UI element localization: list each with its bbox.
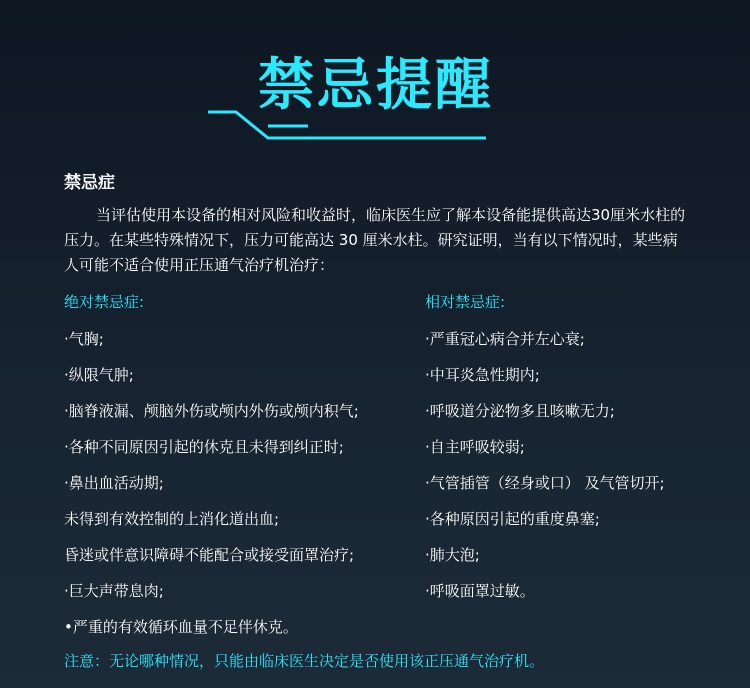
list-item: ·鼻出血活动期;	[64, 474, 164, 492]
absolute-contraindications-heading: 绝对禁忌症:	[64, 293, 145, 311]
list-item: ·呼吸道分泌物多且咳嗽无力;	[425, 402, 615, 420]
intro-paragraph: 当评估使用本设备的相对风险和收益时，临床医生应了解本设备能提供高达30厘米水柱的压力。在某些特殊情况下，压力可能高达 30 厘米水柱。研究证明，当有以下情况时，某些病人可能不适合使用正压通气治疗机治疗：	[64, 206, 686, 274]
page-title: 禁忌提醒	[258, 53, 494, 118]
list-item: ·气胸;	[64, 330, 104, 348]
list-item: 昏迷或伴意识障碍不能配合或接受面罩治疗;	[64, 546, 355, 564]
list-item: ·纵限气肿;	[64, 366, 134, 384]
list-item: ·气管插管（经身或口） 及气管切开;	[425, 474, 665, 492]
list-item: ·中耳炎急性期内;	[425, 366, 540, 384]
section-heading: 禁忌症	[64, 173, 115, 193]
list-item: ·巨大声带息肉;	[64, 582, 164, 600]
note-text: 注意：无论哪种情况，只能由临床医生决定是否使用该正压通气治疗机。	[64, 652, 545, 670]
list-item: ·各种不同原因引起的休克且未得到纠正时;	[64, 438, 344, 456]
relative-contraindications-heading: 相对禁忌症:	[425, 293, 506, 311]
list-item: 未得到有效控制的上消化道出血;	[64, 510, 280, 528]
list-item: •严重的有效循环血量不足伴休克。	[64, 618, 298, 636]
list-item: ·肺大泡;	[425, 546, 480, 564]
list-item: ·各种原因引起的重度鼻塞;	[425, 510, 600, 528]
list-item: ·自主呼吸较弱;	[425, 438, 525, 456]
list-item: ·严重冠心病合并左心衰;	[425, 330, 585, 348]
title-area	[0, 0, 750, 150]
list-item: ·脑脊液漏、颅脑外伤或颅内外伤或颅内积气;	[64, 402, 359, 420]
list-item: ·呼吸面罩过敏。	[425, 582, 535, 600]
